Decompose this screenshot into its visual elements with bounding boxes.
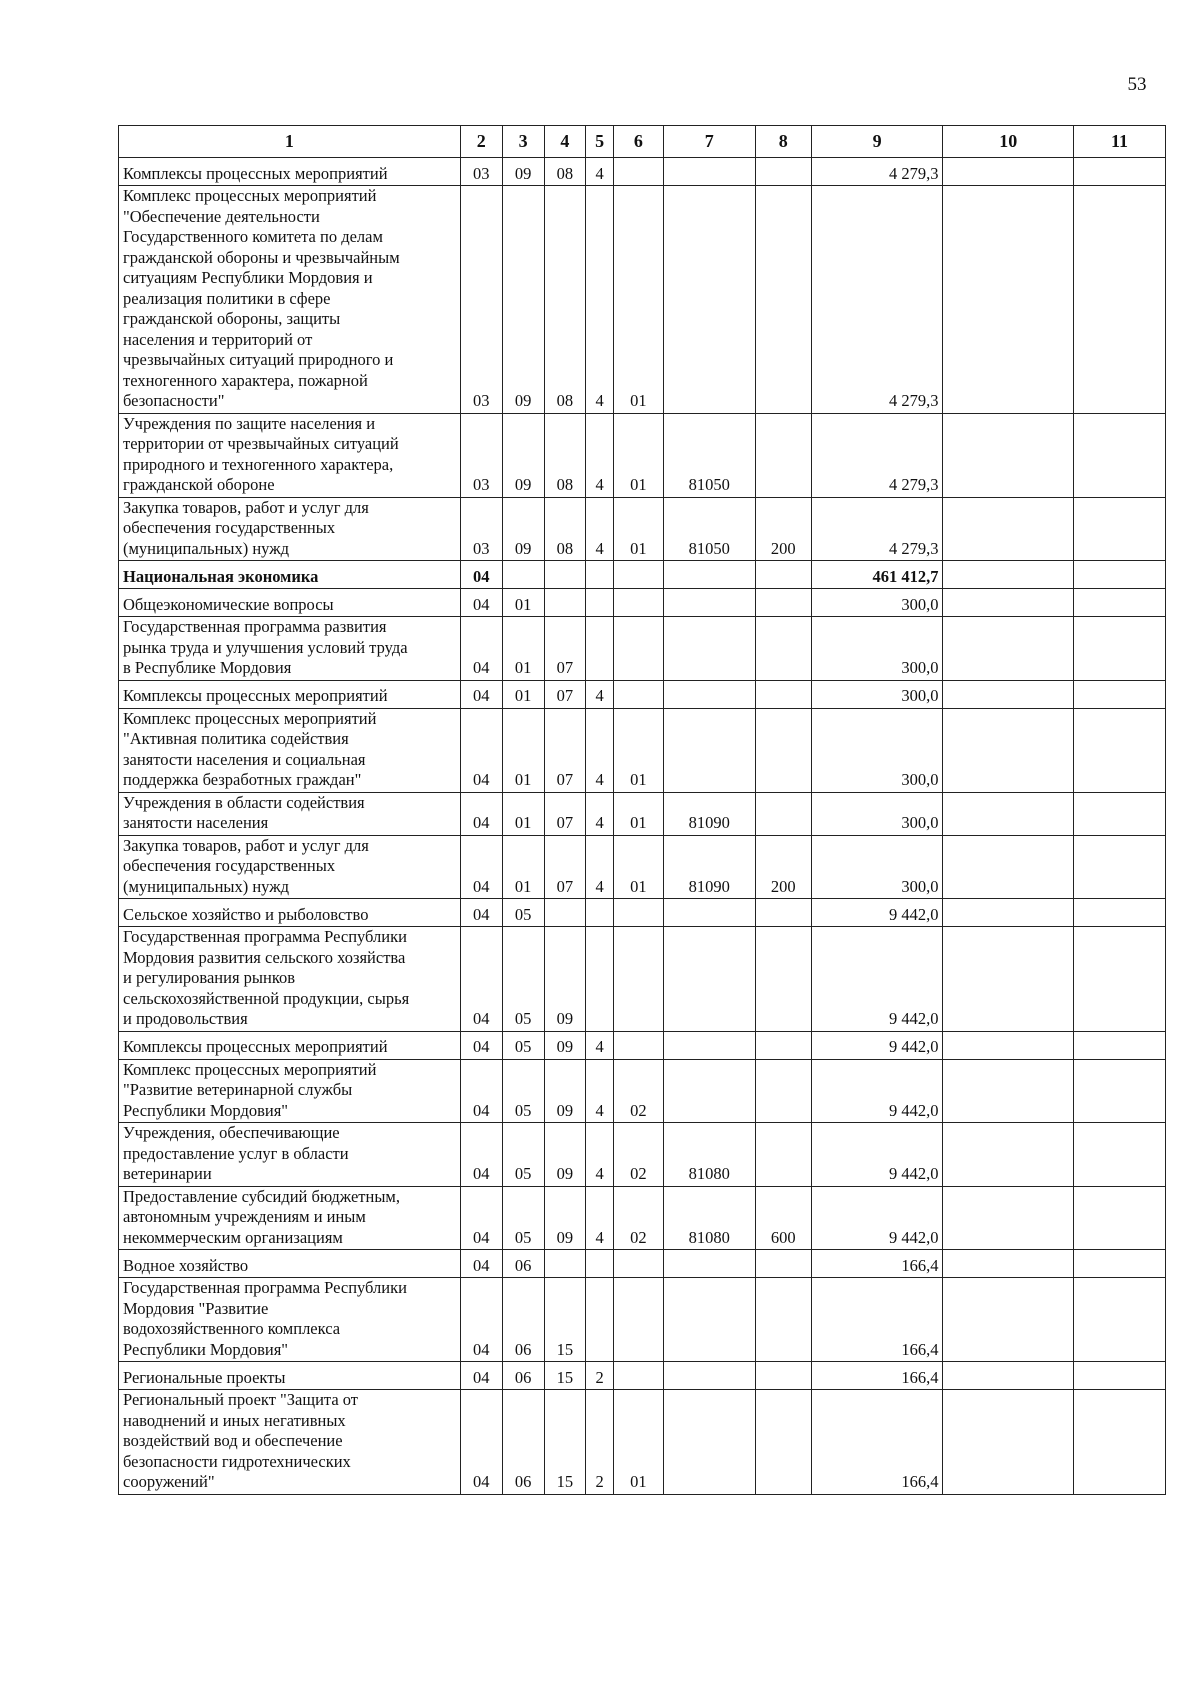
code-cell bbox=[613, 1250, 663, 1278]
code-cell: 4 bbox=[586, 1123, 614, 1187]
code-cell bbox=[755, 589, 811, 617]
code-cell: 04 bbox=[460, 1278, 502, 1362]
code-cell bbox=[502, 561, 544, 589]
amount-cell: 9 442,0 bbox=[811, 1031, 943, 1059]
table-row bbox=[119, 708, 1166, 792]
amount-cell bbox=[1074, 1362, 1166, 1390]
code-cell bbox=[663, 186, 755, 414]
code-cell bbox=[544, 589, 586, 617]
code-cell: 05 bbox=[502, 1059, 544, 1123]
code-cell: 04 bbox=[460, 1362, 502, 1390]
table-row bbox=[119, 1059, 1166, 1123]
code-cell: 05 bbox=[502, 1123, 544, 1187]
amount-cell bbox=[943, 1250, 1074, 1278]
amount-cell bbox=[943, 186, 1074, 414]
code-cell bbox=[663, 158, 755, 186]
code-cell: 04 bbox=[460, 899, 502, 927]
table-row bbox=[119, 617, 1166, 681]
amount-cell bbox=[1074, 186, 1166, 414]
amount-cell: 4 279,3 bbox=[811, 158, 943, 186]
code-cell bbox=[755, 899, 811, 927]
code-cell bbox=[613, 617, 663, 681]
amount-cell bbox=[1074, 1186, 1166, 1250]
code-cell bbox=[663, 1031, 755, 1059]
code-cell: 81050 bbox=[663, 413, 755, 497]
amount-cell: 4 279,3 bbox=[811, 497, 943, 561]
code-cell bbox=[663, 680, 755, 708]
code-cell: 600 bbox=[755, 1186, 811, 1250]
code-cell: 04 bbox=[460, 1123, 502, 1187]
code-cell bbox=[755, 1250, 811, 1278]
row-name-cell: Комплексы процессных мероприятий bbox=[119, 1031, 461, 1059]
amount-cell: 461 412,7 bbox=[811, 561, 943, 589]
code-cell: 01 bbox=[502, 835, 544, 899]
code-cell bbox=[755, 617, 811, 681]
code-cell bbox=[613, 1278, 663, 1362]
table-row bbox=[119, 497, 1166, 561]
table-row bbox=[119, 589, 1166, 617]
code-cell: 08 bbox=[544, 413, 586, 497]
code-cell bbox=[586, 589, 614, 617]
row-name-cell: Учреждения в области содействия занятости населения bbox=[119, 792, 461, 835]
code-cell: 01 bbox=[613, 497, 663, 561]
code-cell: 06 bbox=[502, 1362, 544, 1390]
amount-cell bbox=[1074, 617, 1166, 681]
code-cell: 15 bbox=[544, 1390, 586, 1495]
amount-cell bbox=[943, 617, 1074, 681]
amount-cell bbox=[943, 1031, 1074, 1059]
row-name-cell: Региональные проекты bbox=[119, 1362, 461, 1390]
code-cell: 01 bbox=[613, 708, 663, 792]
amount-cell bbox=[1074, 158, 1166, 186]
amount-cell bbox=[943, 497, 1074, 561]
code-cell: 07 bbox=[544, 708, 586, 792]
code-cell: 04 bbox=[460, 792, 502, 835]
code-cell bbox=[586, 1278, 614, 1362]
amount-cell bbox=[1074, 1031, 1166, 1059]
code-cell: 4 bbox=[586, 158, 614, 186]
table-row bbox=[119, 680, 1166, 708]
amount-cell: 300,0 bbox=[811, 792, 943, 835]
code-cell: 4 bbox=[586, 497, 614, 561]
code-cell: 01 bbox=[502, 708, 544, 792]
code-cell: 03 bbox=[460, 158, 502, 186]
amount-cell bbox=[943, 1186, 1074, 1250]
code-cell: 04 bbox=[460, 1031, 502, 1059]
table-row bbox=[119, 1123, 1166, 1187]
amount-cell: 9 442,0 bbox=[811, 1059, 943, 1123]
code-cell: 04 bbox=[460, 835, 502, 899]
amount-cell bbox=[943, 158, 1074, 186]
code-cell: 81050 bbox=[663, 497, 755, 561]
code-cell: 4 bbox=[586, 792, 614, 835]
code-cell bbox=[544, 899, 586, 927]
table-row bbox=[119, 927, 1166, 1032]
amount-cell bbox=[1074, 680, 1166, 708]
amount-cell bbox=[1074, 413, 1166, 497]
row-name-cell: Учреждения по защите населения и территории от чрезвычайных ситуаций природного и техногенного характера, гражданской обороне bbox=[119, 413, 461, 497]
code-cell: 4 bbox=[586, 186, 614, 414]
code-cell bbox=[663, 1362, 755, 1390]
code-cell bbox=[755, 1059, 811, 1123]
amount-cell: 300,0 bbox=[811, 617, 943, 681]
column-header: 6 bbox=[613, 126, 663, 158]
code-cell bbox=[755, 1278, 811, 1362]
code-cell bbox=[586, 927, 614, 1032]
amount-cell bbox=[943, 1278, 1074, 1362]
amount-cell: 166,4 bbox=[811, 1362, 943, 1390]
amount-cell: 9 442,0 bbox=[811, 899, 943, 927]
row-name-cell: Региональный проект "Защита от наводнений и иных негативных воздействий вод и обеспечение безопасности гидротехнических сооружений" bbox=[119, 1390, 461, 1495]
code-cell: 01 bbox=[613, 413, 663, 497]
column-header: 11 bbox=[1074, 126, 1166, 158]
code-cell: 05 bbox=[502, 1186, 544, 1250]
row-name-cell: Национальная экономика bbox=[119, 561, 461, 589]
code-cell bbox=[586, 1250, 614, 1278]
code-cell: 09 bbox=[544, 1031, 586, 1059]
column-header: 10 bbox=[943, 126, 1074, 158]
row-name-cell: Сельское хозяйство и рыболовство bbox=[119, 899, 461, 927]
code-cell: 05 bbox=[502, 1031, 544, 1059]
table-row bbox=[119, 899, 1166, 927]
table-row bbox=[119, 158, 1166, 186]
amount-cell: 300,0 bbox=[811, 589, 943, 617]
amount-cell bbox=[943, 1362, 1074, 1390]
code-cell bbox=[613, 1362, 663, 1390]
row-name-cell: Комплексы процессных мероприятий bbox=[119, 680, 461, 708]
code-cell: 4 bbox=[586, 1059, 614, 1123]
column-header: 5 bbox=[586, 126, 614, 158]
code-cell: 200 bbox=[755, 835, 811, 899]
row-name-cell: Комплексы процессных мероприятий bbox=[119, 158, 461, 186]
amount-cell: 9 442,0 bbox=[811, 1123, 943, 1187]
row-name-cell: Предоставление субсидий бюджетным, автономным учреждениям и иным некоммерческим организациям bbox=[119, 1186, 461, 1250]
row-name-cell: Государственная программа развития рынка труда и улучшения условий труда в Республике Мордовия bbox=[119, 617, 461, 681]
column-header: 7 bbox=[663, 126, 755, 158]
table-row bbox=[119, 413, 1166, 497]
code-cell: 81090 bbox=[663, 835, 755, 899]
code-cell bbox=[663, 617, 755, 681]
row-name-cell: Государственная программа Республики Мордовия развития сельского хозяйства и регулирования рынков сельскохозяйственной продукции, сырья и продовольствия bbox=[119, 927, 461, 1032]
code-cell: 4 bbox=[586, 835, 614, 899]
amount-cell bbox=[1074, 497, 1166, 561]
amount-cell: 300,0 bbox=[811, 680, 943, 708]
table-row bbox=[119, 1250, 1166, 1278]
code-cell bbox=[613, 927, 663, 1032]
code-cell: 4 bbox=[586, 413, 614, 497]
code-cell bbox=[755, 1123, 811, 1187]
code-cell: 09 bbox=[544, 927, 586, 1032]
code-cell bbox=[755, 561, 811, 589]
code-cell: 81080 bbox=[663, 1123, 755, 1187]
code-cell: 07 bbox=[544, 617, 586, 681]
code-cell: 05 bbox=[502, 927, 544, 1032]
code-cell bbox=[663, 899, 755, 927]
row-name-cell: Комплекс процессных мероприятий "Обеспечение деятельности Государственного комитета по делам гражданской обороны и чрезвычайным ситуациям Республики Мордовия и реализация политики в сфере гражданской обороны, защиты населения и территорий от чрезвычайных ситуаций природного и техногенного характера, пожарной безопасности" bbox=[119, 186, 461, 414]
code-cell: 02 bbox=[613, 1186, 663, 1250]
table-row bbox=[119, 1362, 1166, 1390]
code-cell bbox=[755, 792, 811, 835]
column-header: 9 bbox=[811, 126, 943, 158]
amount-cell bbox=[943, 1390, 1074, 1495]
code-cell: 09 bbox=[544, 1186, 586, 1250]
table-body bbox=[119, 158, 1166, 1495]
code-cell: 06 bbox=[502, 1278, 544, 1362]
code-cell: 09 bbox=[502, 158, 544, 186]
header-row bbox=[119, 126, 1166, 158]
amount-cell bbox=[1074, 1278, 1166, 1362]
code-cell: 4 bbox=[586, 1031, 614, 1059]
code-cell: 2 bbox=[586, 1390, 614, 1495]
code-cell bbox=[755, 186, 811, 414]
code-cell: 07 bbox=[544, 792, 586, 835]
code-cell bbox=[663, 708, 755, 792]
amount-cell bbox=[1074, 1059, 1166, 1123]
code-cell: 08 bbox=[544, 186, 586, 414]
row-name-cell: Общеэкономические вопросы bbox=[119, 589, 461, 617]
code-cell bbox=[613, 899, 663, 927]
amount-cell bbox=[1074, 1123, 1166, 1187]
amount-cell bbox=[943, 1059, 1074, 1123]
amount-cell bbox=[943, 680, 1074, 708]
code-cell bbox=[755, 927, 811, 1032]
amount-cell: 300,0 bbox=[811, 708, 943, 792]
amount-cell bbox=[943, 1123, 1074, 1187]
code-cell bbox=[755, 1031, 811, 1059]
code-cell: 01 bbox=[502, 792, 544, 835]
code-cell: 03 bbox=[460, 497, 502, 561]
code-cell bbox=[586, 561, 614, 589]
code-cell: 07 bbox=[544, 835, 586, 899]
amount-cell bbox=[943, 899, 1074, 927]
code-cell bbox=[755, 158, 811, 186]
code-cell: 4 bbox=[586, 708, 614, 792]
amount-cell bbox=[1074, 1390, 1166, 1495]
code-cell: 04 bbox=[460, 1186, 502, 1250]
amount-cell: 4 279,3 bbox=[811, 186, 943, 414]
code-cell: 09 bbox=[544, 1123, 586, 1187]
code-cell: 09 bbox=[502, 186, 544, 414]
amount-cell: 9 442,0 bbox=[811, 927, 943, 1032]
code-cell bbox=[586, 617, 614, 681]
code-cell bbox=[613, 680, 663, 708]
code-cell bbox=[544, 1250, 586, 1278]
table-row bbox=[119, 1390, 1166, 1495]
code-cell: 01 bbox=[502, 617, 544, 681]
amount-cell bbox=[1074, 792, 1166, 835]
code-cell: 09 bbox=[544, 1059, 586, 1123]
code-cell: 07 bbox=[544, 680, 586, 708]
code-cell bbox=[544, 561, 586, 589]
code-cell: 05 bbox=[502, 899, 544, 927]
code-cell bbox=[663, 1250, 755, 1278]
code-cell bbox=[663, 1390, 755, 1495]
code-cell: 81080 bbox=[663, 1186, 755, 1250]
amount-cell: 4 279,3 bbox=[811, 413, 943, 497]
code-cell bbox=[755, 680, 811, 708]
code-cell bbox=[613, 158, 663, 186]
code-cell: 01 bbox=[502, 680, 544, 708]
page-number: 53 bbox=[1127, 74, 1147, 95]
code-cell: 15 bbox=[544, 1362, 586, 1390]
budget-table bbox=[118, 125, 1166, 1495]
amount-cell: 166,4 bbox=[811, 1250, 943, 1278]
column-header: 8 bbox=[755, 126, 811, 158]
code-cell: 15 bbox=[544, 1278, 586, 1362]
amount-cell bbox=[943, 835, 1074, 899]
code-cell: 4 bbox=[586, 680, 614, 708]
amount-cell bbox=[1074, 561, 1166, 589]
code-cell bbox=[755, 1390, 811, 1495]
table-row bbox=[119, 792, 1166, 835]
amount-cell bbox=[943, 413, 1074, 497]
amount-cell bbox=[943, 792, 1074, 835]
code-cell bbox=[663, 927, 755, 1032]
row-name-cell: Комплекс процессных мероприятий "Активная политика содействия занятости населения и социальная поддержка безработных граждан" bbox=[119, 708, 461, 792]
code-cell: 2 bbox=[586, 1362, 614, 1390]
column-header: 2 bbox=[460, 126, 502, 158]
code-cell: 03 bbox=[460, 413, 502, 497]
code-cell: 04 bbox=[460, 680, 502, 708]
code-cell bbox=[663, 1059, 755, 1123]
code-cell: 81090 bbox=[663, 792, 755, 835]
code-cell: 01 bbox=[613, 792, 663, 835]
amount-cell: 300,0 bbox=[811, 835, 943, 899]
code-cell: 04 bbox=[460, 927, 502, 1032]
code-cell: 06 bbox=[502, 1250, 544, 1278]
code-cell: 08 bbox=[544, 158, 586, 186]
code-cell: 01 bbox=[502, 589, 544, 617]
column-header: 1 bbox=[119, 126, 461, 158]
code-cell: 200 bbox=[755, 497, 811, 561]
code-cell: 09 bbox=[502, 413, 544, 497]
amount-cell bbox=[1074, 708, 1166, 792]
code-cell bbox=[663, 589, 755, 617]
code-cell: 04 bbox=[460, 1390, 502, 1495]
row-name-cell: Закупка товаров, работ и услуг для обеспечения государственных (муниципальных) нужд bbox=[119, 835, 461, 899]
amount-cell bbox=[1074, 927, 1166, 1032]
table-row bbox=[119, 561, 1166, 589]
code-cell: 01 bbox=[613, 835, 663, 899]
row-name-cell: Государственная программа Республики Мордовия "Развитие водохозяйственного комплекса Республики Мордовия" bbox=[119, 1278, 461, 1362]
amount-cell bbox=[943, 927, 1074, 1032]
code-cell: 4 bbox=[586, 1186, 614, 1250]
table-row bbox=[119, 1031, 1166, 1059]
code-cell: 08 bbox=[544, 497, 586, 561]
amount-cell bbox=[943, 589, 1074, 617]
code-cell bbox=[755, 708, 811, 792]
amount-cell: 9 442,0 bbox=[811, 1186, 943, 1250]
code-cell bbox=[586, 899, 614, 927]
code-cell: 04 bbox=[460, 708, 502, 792]
amount-cell: 166,4 bbox=[811, 1278, 943, 1362]
table-row bbox=[119, 186, 1166, 414]
row-name-cell: Комплекс процессных мероприятий "Развитие ветеринарной службы Республики Мордовия" bbox=[119, 1059, 461, 1123]
code-cell bbox=[613, 589, 663, 617]
amount-cell bbox=[1074, 835, 1166, 899]
code-cell bbox=[613, 561, 663, 589]
code-cell: 02 bbox=[613, 1123, 663, 1187]
code-cell: 09 bbox=[502, 497, 544, 561]
table-row bbox=[119, 1278, 1166, 1362]
table-row bbox=[119, 835, 1166, 899]
row-name-cell: Закупка товаров, работ и услуг для обеспечения государственных (муниципальных) нужд bbox=[119, 497, 461, 561]
amount-cell bbox=[1074, 589, 1166, 617]
code-cell: 02 bbox=[613, 1059, 663, 1123]
code-cell: 04 bbox=[460, 1059, 502, 1123]
code-cell: 03 bbox=[460, 186, 502, 414]
column-header: 3 bbox=[502, 126, 544, 158]
code-cell bbox=[663, 561, 755, 589]
code-cell bbox=[755, 1362, 811, 1390]
code-cell: 04 bbox=[460, 589, 502, 617]
code-cell: 04 bbox=[460, 617, 502, 681]
amount-cell: 166,4 bbox=[811, 1390, 943, 1495]
code-cell bbox=[755, 413, 811, 497]
amount-cell bbox=[943, 561, 1074, 589]
row-name-cell: Водное хозяйство bbox=[119, 1250, 461, 1278]
code-cell: 01 bbox=[613, 1390, 663, 1495]
code-cell: 04 bbox=[460, 561, 502, 589]
row-name-cell: Учреждения, обеспечивающие предоставление услуг в области ветеринарии bbox=[119, 1123, 461, 1187]
code-cell bbox=[613, 1031, 663, 1059]
code-cell bbox=[663, 1278, 755, 1362]
amount-cell bbox=[1074, 899, 1166, 927]
code-cell: 06 bbox=[502, 1390, 544, 1495]
code-cell: 04 bbox=[460, 1250, 502, 1278]
column-header: 4 bbox=[544, 126, 586, 158]
table-row bbox=[119, 1186, 1166, 1250]
amount-cell bbox=[943, 708, 1074, 792]
code-cell: 01 bbox=[613, 186, 663, 414]
amount-cell bbox=[1074, 1250, 1166, 1278]
